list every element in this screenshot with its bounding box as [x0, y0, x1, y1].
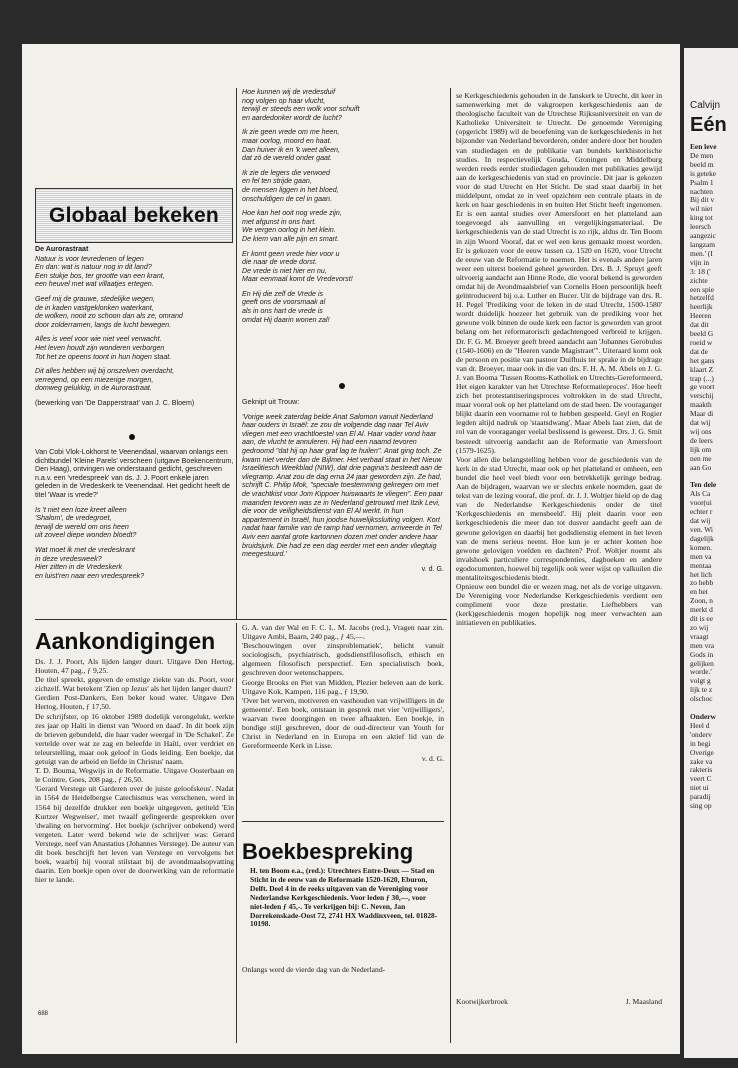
signature-author: J. Maasland	[625, 997, 662, 1006]
next-page-line: het gans	[690, 355, 715, 365]
next-page-line: merkt d	[690, 605, 713, 615]
column-rule	[236, 623, 237, 1043]
next-page-line: klaart Z	[690, 364, 714, 374]
section-rule	[242, 821, 444, 822]
poem2-stanza: Wat moet ik met de vredeskrant in deze vredesweek? Hier zitten in de Vredeskerk en luist'ren naar een vredespreek?	[35, 545, 145, 580]
aankondigingen-col1: Ds. J. J. Poort, Als lijden langer duurt. Uitgave Den Hertog, Houten, 47 pag., ƒ 9,25. De titel spreekt, gegeven de ernstige ziekte van ds. Poort, voor zichzelf. Wat betekent 'Zien op Jezus' als het lijden langer duurt? Gerdien Post-Dankers, Een beker koud water. Uitgave Den Hertog, Houten, ƒ 17,50. De schrijfster, op 16 oktober 1989 dodelijk verongelukt, werkte zes jaar op Haïti in dienst van 'Woord en daad'. In dit boek zijn de brieven gebundeld, die haar vader weergaf in 'De Schakel'. Ze vertelde over wat ze zag en beleefde in Haïti, over verdriet en teleurstelling, maar ook geloof in Gods leiding. Een boekje, dat getuigt van de arbeid en liefde in Christus' naam. T. D. Bouma, Wegwijs in de Reformatie. Uitgave Oosterbaan en le Cointre, Goes, 208 pag., ƒ 26,50. 'Gerard Verstege uit Garderen over de juiste geloofskeus'. Nadat in 1564 de Heidelbergse Catechismus was verschenen, werd in 1564 bij dezelfde drukker een boekje uitgegeven, getiteld 'Ein Kurtzer Wegweiser', met twaalf gefingeerde gesprekken over 'dwaling en hervorming'. Het boekje (schrijver onbekend) werd vergeten. Later werd bekend wie de schrijver was: Gerard Verstege, neef van Anastatius (Johannes Verstege). De auteur van dit boek beschrijft het leven van Verstege en vervolgens het boek, waarbij hij vooral stilstaat bij de avondmaalsopvatting daarin. Een boekje open over de doorwerking van de reformatie hier te lande.	[35, 657, 234, 885]
book-citation: H. ten Boom e.a., (red.): Utrechters Entre-Deux — Stad en Sticht in de eeuw van de Reformatie 1520-1620, Eburon, Delft. Deel 4 in de reeks uitgaven van de Vereniging voor Nederlandse Kerkgeschiedenis. Voor leden ƒ 30,—, voor niet-leden ƒ 45,-. Te verkrijgen bij: C. Neven, Jan Dorrekenskade-Oost 72, 2741 HX Waddinxveen, tel. 01828-10198.	[250, 867, 438, 929]
next-page-line: maakth	[690, 400, 712, 410]
separator-dot	[339, 383, 345, 389]
next-page-line: aangezic	[690, 231, 716, 241]
poem1-stanza: Dit alles hebben wij bij onszelven overdacht, verregend, op een miezerige morgen, domweg gelukkig, in de Aurorastraat.	[35, 367, 175, 393]
next-page-line: langzam	[690, 239, 716, 249]
signature-place: Kootwijkerbroek	[456, 997, 508, 1006]
next-page-line: en het	[690, 587, 708, 597]
next-page-line: wij ons	[690, 427, 712, 436]
book-review-article: se Kerkgeschiedenis gehouden in de Janskerk te Utrecht, dit keer in samenwerking met de vakgroepen kerkgeschiedenis aan de theologische faculteit van de Utrechtse Rijksuniversiteit en van de Katholieke Universiteit te Utrecht. De genoemde Vereniging (opgericht 1989) wil de beoefening van de kerkgeschiedenis in het bijzonder van Nederland bevorderen, onder andere door het houden van studiedagen en de publikatie van bundels kerkhistorische studies. In respectievelijk Gouda, Groningen en Middelburg werden reeds eerder studiedagen gehouden met publikaties gewijd aan de kerkgeschiedenis van stad en provincie. Dit jaar is gekozen voor de stad Utrecht en Het Sticht. De stad staat daarbij in het middelpunt, omdat ze in veel opzichten een centrale plaats in de kerk en haar geschiedenis in en buiten Het Sticht heeft ingenomen. Er is een aantal studies over Amersfoort en het platteland aan toegevoegd als aanvulling en vergelijkingsmateriaal. De kerkgeschiedenis van de stad Utrecht is zo rijk, aldus dr. Ten Boom in zijn Woord Vooraf, dat er wel een keus gemaakt moest worden. Er is gekozen voor de eeuw tussen ca. 1520 en 1620, voor Utrecht de eeuw van de Reformatie te noemen. Het is evenals andere jaren weer een uiterst boeiend geheel geworden. Drs. B. J. Spruyt geeft uitvoerig aandacht aan Hinne Rode, die vooral bekend is geworden omdat hij de Avondmaalsbrief van Cornelis Hoen persoonlijk heeft geïntroduceerd bij o.a. Luther en Bucer. Uit de bijdrage van drs. R. H. Pegel 'Prediking voor de leken in de stad Utrecht, 1500-1580' wordt duidelijk hoezeer het gebruik van de prediking voor het gewone volk binnen de oude kerk een factor is geworden van groot belang om het reformatorisch gedachtengoed verbreid te krijgen. Dr. F. G. M. Broeyer geeft breed aandacht aan 'Johannes Gerobulus (1540-1606) en de "Heeren vande Magistraet"'. Uiteraard komt ook de persoon en positie van pastoor Duifhuis ter sprake in de bijdrage van dr. Broeyer, maar ook in die van drs. F. H. A. M. Abels en J. G. J. van Booma 'Tussen Rooms-Katholiek en Utrechts-Gereformeerd, Het eigen karakter van het Utrechtse Reformatieproces'. Hoe heeft zich het protestantiseringsproces voltrokken in de stad Utrecht, maar vooral ook op het platteland om de stad heen. De vooraganger blijkt daarin een voorname rol te hebben gespeeld. Geyl en Rogier legden altijd nadruk op 'staatsdwang'. Maar Abels laat zien, dat de rol van de vooraganger veelal beslissend is geweest. Drs. J. G. Smit besteedt uitvoerig aandacht aan de Reformatie van Amersfoort (1579-1625). Voor allen die belangstelling hebben voor de geschiedenis van de kerk in de stad Utrecht, maar ook op het platteland er omheen, een bundel die heel veel biedt voor een betrekkelijk geringe bedrag. Aan de bijdragen, waarvan we er slechts enkele noemden, gaat de tekst van de lezing vooraf, die prof. dr. J. J. Woltjer hield op de dag van de Nederlandse Kerkgeschiedenis onder de titel 'Kerkgeschiedenis en mensbeeld'. Hij pleit daarin voor een kerkgeschiedenis die meer dan tot dusver aandacht geeft aan de gewone gelovigen en daarbij het godsdienstig element in het leven van de mens serieus neemt. Hoe kun je er achter komen hoe gewone gelovigen voelden en dachten? Prof. Woltjer noemt als invalshoek particuliere correspondenties, dagboeken en andere egodocumenten, hoewel hij tegelijk ook weer wijst op valkuilen die mentaliteitsgeschiedenis biedt. Opnieuw een bundel die er wezen mag, net als de vorige uitgaven. De Vereniging voor Nederlandse Kerkgeschiedenis verdient een compliment voor deze prestatie. Liefhebbers van (kerk)geschiedenis mogen hopelijk nog meer verwachten aan initiatieven en publikaties.	[456, 91, 662, 628]
next-page-line: trap (...)	[690, 373, 714, 383]
separator-dot	[129, 434, 135, 440]
next-page-line: Bij dit v	[690, 195, 715, 205]
trouw-heading: Geknipt uit Trouw:	[242, 398, 300, 406]
next-page-line: Maar di	[690, 409, 714, 419]
next-page-line: gelijken	[690, 658, 714, 668]
next-title: Eén	[690, 114, 727, 136]
trouw-body: 'Vorige week zaterdag belde Anat Salomon vanuit Nederland haar ouders in Israël: ze zou de volgende dag naar Tel Aviv vliegen met een vrachtloestel van El Al. Haar vader vond haar aan, de vlucht te annuleren. Hij had een naamd tevoren gedroomd "dat hij op haar graf lag te huilen". Anat ging toch. Ze kwam niet verder dan de Bijlmer. Het verhaal staat in het Nieuw Israelitiesch Weekblad (NIW), dat drie pagina's besteedt aan de vliegramp. Anat zou de dag erna 24 jaar geworden zijn. Ze had, schrijft C. Philip Mok, "speciale toestemming gekregen om met de vrachtkist voor Jom Kippoer huiswaarts te vliegen". Een paar maanden tevoren was ze in Nederland getrouwd met Itzik Levi, die voor de veiligheidsdienst van El Al werkt. In hun appartement in Israël, hun joodse huwelijkssluiting volgen. Kort nadat haar familie van de ramp had vernomen, arriveerde in Tel Aviv een aantal grote kartonnen dozen met onder andere haar bruidsjurk. Die had ze een dag eerder met een ander vliegtuig meegestuurd.'	[242, 412, 443, 559]
next-page-line: Heel d	[690, 720, 710, 730]
poem-waar-is-vrede	[242, 88, 444, 393]
aankondigingen-col2	[242, 623, 444, 819]
next-page-line: Onderw	[690, 712, 716, 721]
next-page-line: dat de	[690, 346, 708, 356]
intro-and-poem2	[35, 448, 234, 618]
next-page-line: olschoc	[690, 694, 713, 704]
next-page-line: dit is ee	[690, 614, 713, 624]
next-page-line: komen.	[690, 542, 712, 552]
next-page-line: Ten dele	[690, 480, 717, 490]
next-page-line: dagelijk	[690, 533, 714, 543]
aankondigingen-signature: v. d. G.	[421, 754, 444, 764]
next-page-line: aan Go	[690, 462, 712, 472]
next-page-line: king tot	[690, 213, 713, 223]
next-page-line: zichte	[690, 275, 708, 285]
column-rule	[450, 88, 451, 1043]
next-page-line: in begi	[690, 738, 711, 748]
next-page-line: vraagt	[690, 631, 709, 641]
next-page-line: mentaa	[690, 560, 712, 570]
next-page-line: roeid w	[690, 337, 713, 347]
next-page-line: sing op	[690, 801, 712, 811]
next-page-line: het lich	[690, 569, 712, 579]
section-rule	[35, 619, 447, 620]
next-page-line: volgt g	[690, 676, 711, 686]
next-page-line: Zoon, n	[690, 596, 713, 606]
next-page-line: Overige	[690, 747, 714, 757]
poem2-stanza: Er komt geen vrede hier voor u die naar de vrede dorst. De vrede is niet hier en nu, Maar eenmaal komt de Vredevorst!	[242, 249, 353, 284]
next-page-line: Als Ca	[690, 489, 711, 499]
magazine-page	[22, 44, 680, 1054]
poem2-stanza: Hoe kan het ooit nog vrede zijn, met afgunst in ons hart. We vergen oorlog in het klein. De kiem van alle pijn en smart.	[242, 209, 342, 243]
next-page-line: men va	[690, 551, 712, 561]
next-page-line: dat wij	[690, 516, 711, 526]
boekbespreking-title: Boekbespreking	[242, 839, 414, 864]
next-page-line: paradij	[690, 792, 711, 802]
section-banner	[35, 188, 233, 243]
next-page-line: ven. Wi	[690, 524, 713, 534]
next-page-line: zake va	[690, 756, 713, 766]
article-signature	[456, 997, 662, 1009]
next-page-line: De men	[690, 150, 714, 160]
next-page-line: wil niet	[690, 204, 713, 214]
next-page-line: beeld G	[690, 329, 714, 339]
trouw-clipping	[242, 398, 444, 616]
next-page-line: is geteke	[690, 168, 717, 178]
intro-text: Van Cobi Vlok-Lokhorst te Veenendaal, waarvan onlangs een dichtbundel 'Kleine Parels' verscheen (uitgave Boekencentrum, Den Haag), ontvingen we onderstaand gedicht, geschreven n.a.v. een 'vredespreek' van ds. J. J. Poort enkele jaren geleden in de Vredeskerk te Veenendaal. Het gedicht heeft de titel 'Waar is vrede?'	[35, 448, 234, 499]
poem2-stanza: Hoe kunnen wij de vredesduif nog volgen op haar vlucht, terwijl er steeds een wolk voor schuift en aardedonker wordt de lucht?	[242, 88, 360, 122]
next-page-line: Heeren	[690, 311, 712, 321]
next-page-line: rakteris	[690, 765, 713, 775]
next-page-line: verschij	[690, 391, 714, 401]
book-review-lead: Onlangs werd de vierde dag van de Nederland-	[242, 965, 386, 974]
next-page-line: nachten	[690, 186, 713, 196]
section-title: Globaal bekeken	[49, 203, 219, 227]
next-page-line: zo hebb	[690, 578, 714, 588]
next-page-line: Psalm 1	[690, 177, 714, 187]
aankondigingen-title: Aankondigingen	[35, 628, 216, 654]
aankondigingen-col2-text: G. A. van der Wal en F. C. L. M. Jacobs (red.), Vragen naar zin. Uitgave Ambi, Baarn, 240 pag., ƒ 45,—. 'Beschouwingen over zinsproblematiek', belicht vanuit sociologisch, psychiatrisch, godsdienstfilosofisch, ethisch en algemeen filosofisch perspectief. Een specialistisch boek, geschreven door wetenschappers. George Brooks en Piet van Midden, Plezier beleven aan de kerk. Uitgave Kok, Kampen, 116 pag., ƒ 19,90. 'Over het werven, motiveren en vasthouden van vrijwilligers in de gemeente'. Een boek, ontstaan in gesprek met vier 'vrijwilligers', waarvan twee doorgingen en twee afhaakten. Een boekje, in bondige stijl geschreven, door de oud-directeur van Youth for Christ in Nederland en in Europa en een aktief lid van de Gereformeerde Kerk in Lisse.	[242, 623, 444, 751]
next-page-line: 'onderv	[690, 729, 712, 739]
trouw-signature: v. d. G.	[421, 564, 444, 573]
column-rule	[236, 88, 237, 619]
next-page-lines	[690, 143, 738, 811]
next-page-line: hetzelfd	[690, 293, 714, 303]
next-page-line: lijk te z	[690, 685, 713, 695]
next-page-line: heerlijk	[690, 302, 713, 312]
next-page-line: worde.'	[690, 667, 712, 677]
next-page-line: een spie	[690, 284, 715, 294]
adjacent-page	[684, 48, 738, 1058]
next-page-line: niet ui	[690, 783, 709, 793]
poem2-stanza: Ik zie de legers die verwoed en fel ten strijde gaan, de mensen liggen in het bloed, onschuldigen de cel in gaan.	[242, 168, 339, 203]
next-page-line: de leers	[690, 435, 713, 445]
next-page-line: 3: 18 ('	[690, 266, 711, 276]
next-page-line: beeld m	[690, 159, 714, 169]
next-page-line: echter r	[690, 507, 713, 517]
next-page-line: leersch	[690, 222, 711, 232]
next-page-line: nen me	[690, 453, 712, 463]
next-page-line: ge voort	[690, 382, 715, 392]
poem1-credit: (bewerking van 'De Dapperstraat' van J. C. Bloem)	[35, 398, 195, 407]
next-page-line: Gods in	[690, 649, 714, 659]
next-running-head: Calvijn	[690, 100, 721, 111]
poem2-stanza: Is 't niet een loze kreet alleen 'Shalom', de vredegroet, terwijl de wereld om ons heen uit zoveel diepe wonden bloedt?	[35, 505, 137, 540]
next-page-line: dat wij	[690, 418, 711, 428]
poem2-stanza: En Hij die zelf de Vrede is geeft ons de voorsmaak al als in ons hart de vrede is omdat Hij daarin wonen zal!	[242, 289, 330, 324]
poem1-title: De Aurorastraat	[35, 245, 89, 253]
next-page-line: dat dit	[690, 320, 709, 330]
next-page-line: lijk om	[690, 444, 712, 454]
next-page-line: men vra	[690, 640, 715, 650]
poem1-stanza: Alles is veel voor wie niet veel verwacht. Het leven houdt zijn wonderen verborgen Tot het ze opeens toont in hun hogen staat.	[35, 335, 172, 361]
poem1-stanza: Natuur is voor tevredenen of legen En dan: wat is natuur nog in dit land? Een stukje bos, ter grootte van een krant, een heuvel met wat villaatjes ertegen.	[35, 254, 165, 289]
poem1-stanza: Geef mij de grauwe, stedelijke wegen, de in kaden vastgeklonken waterkant, de wolken, nooit zo schoon dan als ze, omrand door zolderramen, langs de lucht bewegen.	[35, 294, 183, 329]
next-page-line: men.' (I	[690, 248, 713, 258]
next-page-line: zo wij	[690, 622, 709, 632]
next-page-line: vijn in	[690, 257, 710, 267]
next-page-line: Een leve	[690, 142, 717, 151]
next-page-line: veert C	[690, 774, 712, 784]
next-page-line: voor(ui	[690, 498, 712, 508]
poem2-stanza: Ik zie geen vrede om me heen, maar oorlog, moord en haat. Dan huiver ik en 'k weet alleen, dat zó de wereld onder gaat.	[242, 128, 340, 163]
page-number: 688	[38, 1011, 49, 1017]
